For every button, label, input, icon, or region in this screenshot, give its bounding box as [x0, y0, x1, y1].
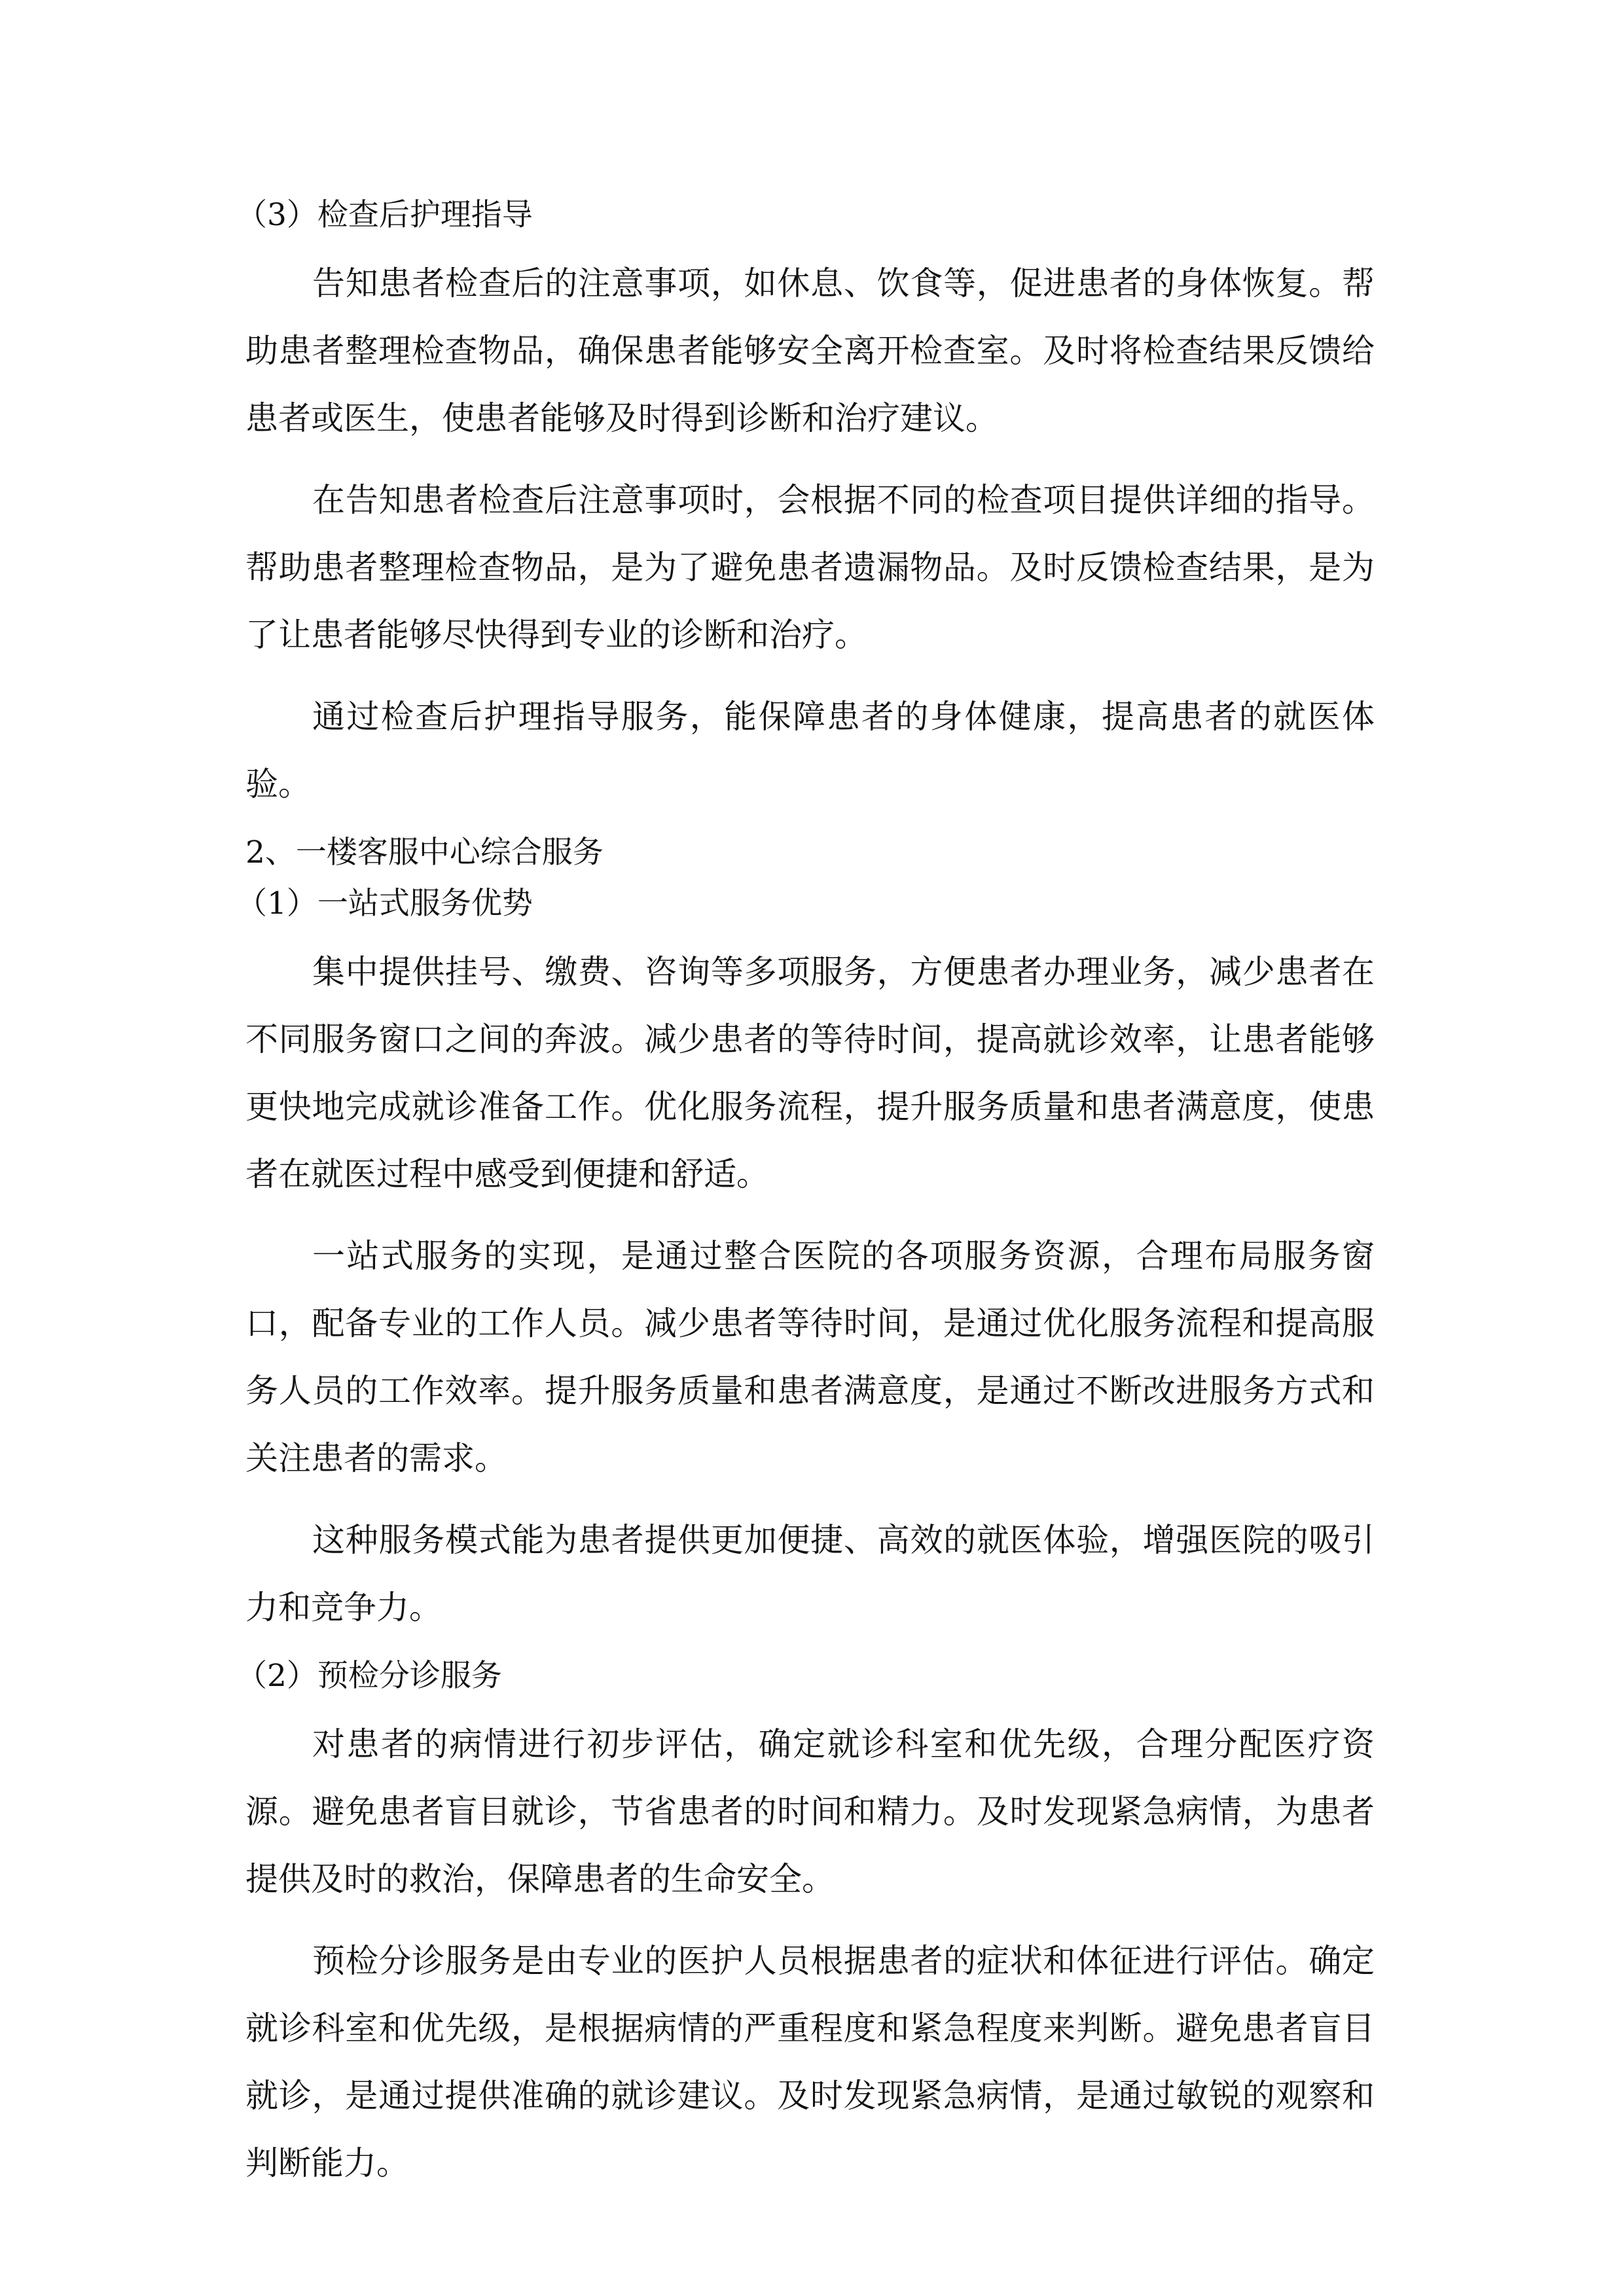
- document-body: [236, 190, 1375, 2197]
- section-heading-2-triage-service: （2）预检分诊服务: [236, 1658, 502, 1694]
- section-heading-2-service-center: 2、一楼客服中心综合服务: [245, 834, 604, 870]
- paragraph: 告知患者检查后的注意事项，如休息、饮食等，促进患者的身体恢复。帮助患者整理检查物品，确保患者能够安全离开检查室。及时将检查结果反馈给患者或医生，使患者能够及时得到诊断和治疗建议。: [245, 264, 1375, 437]
- paragraph: 集中提供挂号、缴费、咨询等多项服务，方便患者办理业务，减少患者在不同服务窗口之间的奔波。减少患者的等待时间，提高就诊效率，让患者能够更快地完成就诊准备工作。优化服务流程，提升服务质量和患者满意度，使患者在就医过程中感受到便捷和舒适。: [245, 953, 1375, 1193]
- paragraph: 预检分诊服务是由专业的医护人员根据患者的症状和体征进行评估。确定就诊科室和优先级，是根据病情的严重程度和紧急程度来判断。避免患者盲目就诊，是通过提供准确的就诊建议。及时发现紧急病情，是通过敏锐的观察和判断能力。: [245, 1942, 1375, 2182]
- paragraph: 在告知患者检查后注意事项时，会根据不同的检查项目提供详细的指导。帮助患者整理检查物品，是为了避免患者遗漏物品。及时反馈检查结果，是为了让患者能够尽快得到专业的诊断和治疗。: [245, 481, 1375, 654]
- paragraph: 通过检查后护理指导服务，能保障患者的身体健康，提高患者的就医体验。: [245, 698, 1375, 803]
- paragraph: 对患者的病情进行初步评估，确定就诊科室和优先级，合理分配医疗资源。避免患者盲目就诊，节省患者的时间和精力。及时发现紧急病情，为患者提供及时的救治，保障患者的生命安全。: [245, 1725, 1375, 1898]
- paragraph: 一站式服务的实现，是通过整合医院的各项服务资源，合理布局服务窗口，配备专业的工作人员。减少患者等待时间，是通过优化服务流程和提高服务人员的工作效率。提升服务质量和患者满意度，是通过不断改进服务方式和关注患者的需求。: [245, 1237, 1375, 1477]
- section-heading-1-one-stop-service: （1）一站式服务优势: [236, 886, 533, 922]
- paragraph: 这种服务模式能为患者提供更加便捷、高效的就医体验，增强医院的吸引力和竞争力。: [245, 1521, 1375, 1626]
- section-heading-3-post-exam-guidance: （3）检查后护理指导: [236, 197, 533, 233]
